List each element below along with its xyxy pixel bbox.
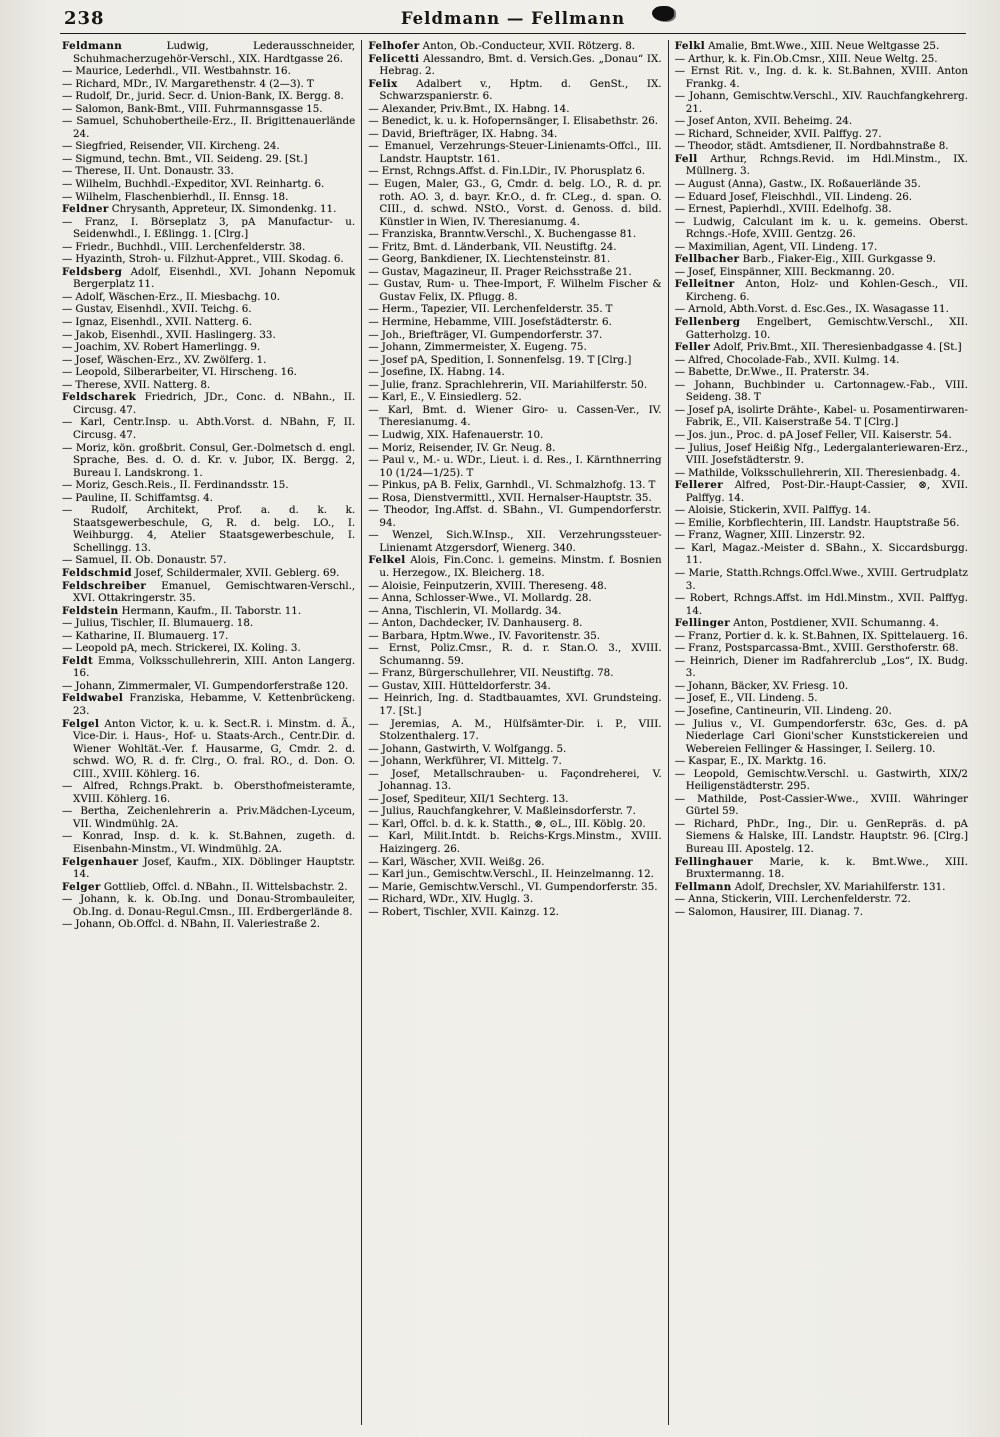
directory-entry: — Karl, Milit.Intdt. b. Reichs-Krgs.Minstm., XVIII. Haizingerg. 26. (368, 830, 662, 855)
directory-entry: — Karl, Bmt. d. Wiener Giro- u. Cassen-Ver., IV. Theresianumg. 4. (368, 403, 662, 429)
directory-entry: — Benedict, k. u. k. Hofopernsänger, I. Elisabethstr. 26. (368, 115, 659, 128)
directory-entry: — Sigmund, techn. Bmt., VII. Seideng. 29. [St.] (62, 152, 308, 165)
directory-entry: — Anna, Tischlerin, VI. Mollardg. 34. (368, 604, 562, 617)
entry-surname: Feldner (62, 203, 109, 216)
directory-entry: — Jos. jun., Proc. d. pA Josef Feller, VII. Kaiserstr. 54. (674, 428, 952, 441)
directory-entry: — Josef Anton, XVII. Beheimg. 24. (674, 115, 853, 128)
entry-surname: Fellerer (674, 479, 724, 492)
column-2 (364, 40, 665, 1425)
directory-entry: — Rosa, Dienstvermittl., XVII. Hernalser-Hauptstr. 35. (368, 491, 652, 504)
page-header-bar (60, 8, 966, 32)
entry-surname: Fellbacher (674, 253, 740, 266)
column-divider-1 (361, 40, 362, 1425)
entry-surname: Felix (368, 77, 398, 90)
directory-entry: — Josefine, Cantineurin, VII. Lindeng. 20. (674, 704, 892, 717)
entry-surname: Fellinger (674, 617, 731, 630)
directory-entry: Feldschreiber Emanuel, Gemischtwaren-Verschl., XVI. Ottakringerstr. 35. (62, 579, 356, 605)
directory-entry: — Emilie, Korbflechterin, III. Landstr. Hauptstraße 56. (674, 516, 960, 529)
directory-entry: — Babette, Dr.Wwe., II. Praterstr. 34. (674, 366, 870, 379)
directory-entry: — Theodor, Ing.Affst. d. SBahn., VI. Gumpendorferstr. 94. (368, 504, 662, 529)
directory-entry: — Franz, Portier d. k. k. St.Bahnen, IX. Spittelauerg. 16. (674, 629, 968, 642)
directory-entry: — Karl, Offcl. b. d. k. k. Statth., ⊗, ⊙L., III. Köblg. 20. (368, 817, 646, 830)
directory-entry: — Josef, Spediteur, XII/1 Sechterg. 13. (368, 792, 569, 805)
directory-entry: — Leopold, Silberarbeiter, VI. Hirscheng. 16. (62, 366, 297, 379)
directory-entry: Fell Arthur, Rchngs.Revid. im Hdl.Minstm., IX. Müllnerg. 3. (674, 152, 968, 178)
directory-entry: — Karl, Centr.Insp. u. Abth.Vorst. d. NBahn, F, II. Circusg. 47. (62, 416, 356, 441)
directory-entry: — Mathilde, Volksschullehrerin, XII. Theresienbadg. 4. (674, 466, 961, 479)
directory-entry: — Josef, E., VII. Lindeng. 5. (674, 692, 818, 705)
directory-entry: — Siegfried, Reisender, VII. Kircheng. 24. (62, 140, 280, 153)
directory-entry: — Johann, Zimmermaler, VI. Gumpendorferstraße 120. (62, 679, 349, 692)
directory-entry: — Johann, k. k. Ob.Ing. und Donau-Strombauleiter, Ob.Ing. d. Donau-Regul.Cmsn., III. Erdbergerlände 8. (62, 893, 356, 918)
directory-entry: Fellmann Adolf, Drechsler, XV. Mariahilferstr. 131. (674, 880, 946, 893)
directory-entry: — Heinrich, Diener im Radfahrerclub „Los“, IX. Budg. 3. (674, 654, 968, 680)
directory-entry: — Moriz, Reisender, IV. Gr. Neug. 8. (368, 441, 556, 454)
directory-entry: — Anton, Dachdecker, IV. Danhauserg. 8. (368, 617, 583, 630)
directory-entry: — Karl, Wäscher, XVII. Weißg. 26. (368, 855, 545, 868)
column-divider-2 (668, 40, 669, 1425)
directory-entry: — Ernst, Rchngs.Affst. d. Fin.LDir., IV. Phorusplatz 6. (368, 165, 646, 178)
directory-entry: Fellbacher Barb., Fiaker-Eig., XIII. Gurkgasse 9. (674, 253, 936, 266)
directory-entry: — Karl, E., V. Einsiedlerg. 52. (368, 391, 522, 404)
directory-entry: Feldt Emma, Volksschullehrerin, XIII. Anton Langerg. 16. (62, 654, 356, 680)
directory-entry: — Jeremias, A. M., Hülfsämter-Dir. i. P., VIII. Stolzenthalerg. 17. (368, 717, 662, 743)
directory-entry: — Joachim, XV. Robert Hamerlingg. 9. (62, 341, 261, 354)
directory-entry: — Paul v., M.- u. WDr., Lieut. i. d. Res., I. Kärnthnerring 10 (1/24—1/25). T (368, 454, 662, 479)
directory-entry: — Richard, WDr., XIV. Huglg. 3. (368, 893, 534, 906)
directory-entry: — Robert, Rchngs.Affst. im Hdl.Minstm., XVII. Palffyg. 14. (674, 592, 968, 617)
directory-entry: — Eduard Josef, Fleischhdl., VII. Lindeng. 26. (674, 190, 913, 203)
directory-entry: — Julius, Rauchfangkehrer, V. Maßleinsdorferstr. 7. (368, 805, 636, 818)
entry-surname: Feldsberg (62, 265, 123, 278)
directory-entry: — Ernst, Poliz.Cmsr., R. d. r. Stan.O. 3., XVIII. Schumanng. 59. (368, 642, 662, 667)
directory-entry: — Therese, XVII. Natterg. 8. (62, 378, 211, 391)
directory-entry: — Arthur, k. k. Fin.Ob.Cmsr., XIII. Neue Weltg. 25. (674, 52, 938, 65)
entry-surname: Feldwabel (62, 692, 124, 705)
directory-entry: — Georg, Bankdiener, IX. Liechtensteinstr. 81. (368, 253, 611, 266)
directory-entry: — Franz, I. Börseplatz 3, pA Manufactur- u. Seidenwhdl., I. Eßlingg. 1. [Clrg.] (62, 215, 356, 241)
directory-entry: — Karl, Magaz.-Meister d. SBahn., X. Siccardsburgg. 11. (674, 541, 968, 567)
directory-entry: — Josef pA, isolirte Drähte-, Kabel- u. Posamentirwaren-Fabrik, E., VII. Kaiserstraße 54. T [Clrg.] (674, 403, 968, 429)
directory-entry: — Franz, Bürgerschullehrer, VII. Neustiftg. 78. (368, 667, 614, 680)
entry-surname: Fellinghauer (674, 855, 753, 868)
directory-entry: — Joh., Briefträger, VI. Gumpendorferstr. 37. (368, 328, 603, 341)
directory-entry: — Salomon, Bank-Bmt., VIII. Fuhrmannsgasse 15. (62, 102, 323, 115)
directory-entry: — Maurice, Lederhdl., VII. Westbahnstr. 16. (62, 65, 291, 78)
directory-entry: — Robert, Tischler, XVII. Kainzg. 12. (368, 905, 559, 918)
directory-entry: — Alexander, Priv.Bmt., IX. Habng. 14. (368, 102, 570, 115)
directory-entry: — Anna, Stickerin, VIII. Lerchenfelderstr. 72. (674, 893, 911, 906)
entry-surname: Fell (674, 152, 698, 165)
directory-entry: — Franz, Wagner, XIII. Linzerstr. 92. (674, 529, 866, 542)
directory-entry: — Josef, Metallschrauben- u. Façondreherei, V. Johannag. 13. (368, 767, 662, 793)
entry-surname: Fellmann (674, 880, 732, 893)
directory-entry: — Konrad, Insp. d. k. k. St.Bahnen, zugeth. d. Eisenbahn-Minstm., VI. Windmühlg. 2A. (62, 830, 356, 855)
entry-surname: Feller (674, 341, 711, 354)
directory-entry: — Gustav, Magazineur, II. Prager Reichsstraße 21. (368, 265, 632, 278)
directory-entry: — Bertha, Zeichenlehrerin a. Priv.Mädchen-Lyceum, VII. Windmühlg. 2A. (62, 805, 356, 830)
directory-entry: — Julie, franz. Sprachlehrerin, VII. Mariahilferstr. 50. (368, 378, 648, 391)
column-3 (671, 40, 972, 1425)
directory-entry: — Gustav, Eisenhdl., XVII. Teichg. 6. (62, 303, 252, 316)
directory-entry: — Wenzel, Sich.W.Insp., XII. Verzehrungssteuer-Linienamt Atzgersdorf, Wienerg. 340. (368, 529, 662, 554)
directory-entry: — Josef, Wäschen-Erz., XV. Zwölferg. 1. (62, 353, 267, 366)
directory-entry: Felhofer Anton, Ob.-Conducteur, XVII. Rötzerg. 8. (368, 40, 636, 52)
directory-entry: — Johann, Buchbinder u. Cartonnagew.-Fab., VIII. Seideng. 38. T (674, 378, 968, 404)
entry-surname: Felicetti (368, 52, 420, 65)
directory-entry: Felleitner Anton, Holz- und Kohlen-Gesch., VII. Kircheng. 6. (674, 278, 968, 303)
directory-entry: Feller Adolf, Priv.Bmt., XII. Theresienbadgasse 4. [St.] (674, 341, 962, 354)
directory-entry: — Ernst Rit. v., Ing. d. k. k. St.Bahnen, XVIII. Anton Frankg. 4. (674, 65, 968, 90)
directory-entry: — Mathilde, Post-Cassier-Wwe., XVIII. Währinger Gürtel 59. (674, 792, 968, 818)
directory-entry: — Josef, Einspänner, XIII. Beckmanng. 20. (674, 265, 895, 278)
directory-entry: — Johann, Bäcker, XV. Friesg. 10. (674, 679, 849, 692)
directory-entry: — Ludwig, Calculant im k. u. k. gemeins. Oberst. Rchngs.-Hofe, XVIII. Gentzg. 26. (674, 215, 968, 241)
directory-entry: Felix Adalbert v., Hptm. d. GenSt., IX. Schwarzspanierstr. 6. (368, 77, 662, 103)
directory-entry: Fellerer Alfred, Post-Dir.-Haupt-Cassier, ⊗, XVII. Palffyg. 14. (674, 479, 968, 504)
directory-entry: — Salomon, Hausirer, III. Dianag. 7. (674, 905, 864, 918)
directory-entry: — Ludwig, XIX. Hafenauerstr. 10. (368, 428, 544, 441)
directory-entry: — Leopold, Gemischtw.Verschl. u. Gastwirth, XIX/2 Heiligenstädterstr. 295. (674, 767, 968, 793)
directory-entry: Fellinghauer Marie, k. k. Bmt.Wwe., XIII. Bruxtermanng. 18. (674, 855, 968, 881)
directory-entry: Fellinger Anton, Postdiener, XVII. Schumanng. 4. (674, 617, 939, 630)
directory-entry: — Josef pA, Spedition, I. Sonnenfelsg. 19. T [Clrg.] (368, 353, 632, 366)
directory-entry: Felkel Alois, Fin.Conc. i. gemeins. Minstm. f. Bosnien u. Herzegow., IX. Bleicherg. 18. (368, 554, 662, 579)
entry-surname: Feldschmid (62, 566, 132, 579)
directory-entry: — Moriz, Gesch.Reis., II. Ferdinandsstr. 15. (62, 479, 289, 492)
directory-entry: — Richard, Schneider, XVII. Palffyg. 27. (674, 127, 882, 140)
directory-entry: Feldwabel Franziska, Hebamme, V. Kettenbrückeng. 23. (62, 692, 356, 717)
directory-entry: — Hermine, Hebamme, VIII. Josefstädterstr. 6. (368, 316, 612, 329)
directory-entry: — Herm., Tapezier, VII. Lerchenfelderstr. 35. T (368, 303, 613, 316)
directory-entry: — Julius, Josef Heißig Nfg., Ledergalanteriewaren-Erz., VIII. Josefstädterstr. 9. (674, 441, 968, 467)
directory-entry: — Adolf, Wäschen-Erz., II. Miesbachg. 10. (62, 290, 281, 303)
directory-entry: — Alfred, Chocolade-Fab., XVII. Kulmg. 14. (674, 353, 900, 366)
directory-entry: Feldner Chrysanth, Appreteur, IX. Simondenkg. 11. (62, 203, 337, 216)
directory-entry: — Johann, Werkführer, VI. Mittelg. 7. (368, 755, 562, 768)
directory-entry: — Hyazinth, Stroh- u. Filzhut-Appret., VIII. Skodag. 6. (62, 253, 344, 266)
directory-entry: — Pinkus, pA B. Felix, Garnhdl., VI. Schmalzhofg. 13. T (368, 479, 656, 492)
entry-surname: Felleitner (674, 278, 735, 291)
entry-surname: Felgel (62, 717, 100, 730)
directory-entry: — Theodor, städt. Amtsdiener, II. Nordbahnstraße 8. (674, 140, 949, 153)
page-number: 238 (64, 8, 105, 29)
directory-entry: — Arnold, Abth.Vorst. d. Esc.Ges., IX. Wasagasse 11. (674, 303, 949, 316)
directory-entry: — Kaspar, E., IX. Marktg. 16. (674, 755, 827, 768)
directory-entry: — Gustav, XIII. Hütteldorferstr. 34. (368, 679, 551, 692)
directory-entry: — Alfred, Rchngs.Prakt. b. Obersthofmeisteramte, XVIII. Köhlerg. 16. (62, 780, 356, 805)
directory-entry: — Marie, Gemischtw.Verschl., VI. Gumpendorferstr. 35. (368, 880, 658, 893)
entry-surname: Feldt (62, 654, 94, 667)
directory-entry: — Friedr., Buchhdl., VIII. Lerchenfelderstr. 38. (62, 240, 306, 253)
column-1 (58, 40, 359, 1425)
directory-entry: — Maximilian, Agent, VII. Lindeng. 17. (674, 240, 878, 253)
entry-surname: Feldschreiber (62, 579, 147, 592)
directory-entry: — Pauline, II. Schiffamtsg. 4. (62, 491, 213, 504)
directory-entry: — Julius, Tischler, II. Blumauerg. 18. (62, 617, 254, 630)
entry-surname: Felger (62, 880, 101, 893)
directory-entry: — Karl jun., Gemischtw.Verschl., II. Heinzelmanng. 12. (368, 868, 654, 881)
directory-entry: — Josefine, IX. Habng. 14. (368, 366, 505, 379)
directory-entry: — Ernest, Papierhdl., XVIII. Edelhofg. 38. (674, 203, 892, 216)
directory-entry: Felgel Anton Victor, k. u. k. Sect.R. i. Minstm. d. Ä., Vice-Dir. i. Haus-, Hof- u. Staats-Arch., Centr.Dir. d. Wiener Wohltät.-Ver. f. Hausarme, G, Cmdr. 2. d. schwd. WO, R. d. fr. Clrg., O. fral. RO., d. Don. O. CIII., XVIII. Köhlerg. 16. (62, 717, 356, 780)
directory-entry: Felger Gottlieb, Offcl. d. NBahn., II. Wittelsbachstr. 2. (62, 880, 348, 893)
directory-entry: Feldmann Ludwig, Lederausschneider, Schuhmacherzugehör-Verschl., XIX. Hardtgasse 26. (62, 40, 356, 65)
entry-surname: Fellenberg (674, 316, 741, 329)
directory-entry: — Jakob, Eisenhdl., XVII. Haslingerg. 33. (62, 328, 276, 341)
entry-surname: Feldscharek (62, 391, 137, 404)
directory-entry: — Franz, Postsparcassa-Bmt., XVIII. Gersthoferstr. 68. (674, 642, 959, 655)
directory-entry: — Richard, MDr., IV. Margarethenstr. 4 (2—3). T (62, 77, 314, 90)
header-rule (60, 33, 966, 34)
directory-entry: — Barbara, Hptm.Wwe., IV. Favoritenstr. 35. (368, 629, 601, 642)
directory-entry: — Fritz, Bmt. d. Länderbank, VII. Neustiftg. 24. (368, 240, 617, 253)
directory-entry: Fellenberg Engelbert, Gemischtw.Verschl., XII. Gatterholzg. 10. (674, 316, 968, 341)
directory-columns (58, 40, 972, 1425)
entry-surname: Felkl (674, 40, 706, 52)
directory-entry: Feldschmid Josef, Schildermaler, XVII. Geblerg. 69. (62, 566, 340, 579)
directory-entry: — Franziska, Branntw.Verschl., X. Buchengasse 81. (368, 228, 637, 241)
directory-entry: — Aloisie, Stickerin, XVII. Palffyg. 14. (674, 504, 871, 517)
directory-entry: — Marie, Statth.Rchngs.Offcl.Wwe., XVIII. Gertrudplatz 3. (674, 566, 968, 592)
entry-surname: Feldstein (62, 604, 119, 617)
directory-entry: — Julius v., VI. Gumpendorferstr. 63c, Ges. d. pA Niederlage Carl Gioni'scher Kunststickereien und Webereien Fellinger & Hassinger, I. Seilerg. 10. (674, 717, 968, 755)
directory-entry: — Wilhelm, Buchhdl.-Expeditor, XVI. Reinhartg. 6. (62, 178, 325, 191)
directory-entry: — Johann, Zimmermeister, X. Eugeng. 75. (368, 341, 587, 354)
entry-surname: Felgenhauer (62, 855, 139, 868)
directory-entry: — Wilhelm, Flaschenbierhdl., II. Ennsg. 18. (62, 190, 289, 203)
directory-entry: — Moriz, kön. großbrit. Consul, Ger.-Dolmetsch d. engl. Sprache, Bes. d. O. d. Kr. v. Jubor, IX. Bergg. 2, Bureau I. Landskrong. 1. (62, 441, 356, 479)
directory-entry: — Rudolf, Dr., jurid. Secr. d. Union-Bank, IX. Bergg. 8. (62, 90, 344, 103)
entry-surname: Felhofer (368, 40, 420, 52)
directory-entry: — Samuel, II. Ob. Donaustr. 57. (62, 554, 227, 567)
directory-entry: — Heinrich, Ing. d. Stadtbauamtes, XVI. Grundsteing. 17. [St.] (368, 692, 662, 717)
directory-entry: — Anna, Schlosser-Wwe., VI. Mollardg. 28. (368, 592, 592, 605)
entry-surname: Felkel (368, 554, 406, 567)
directory-entry: Felicetti Alessandro, Bmt. d. Versich.Ges. „Donau“ IX. Hebrag. 2. (368, 52, 662, 78)
directory-entry: — Richard, PhDr., Ing., Dir. u. GenRepräs. d. pA Siemens & Halske, III. Landstr. Hauptstr. 96. [Clrg.] Bureau III. Apostelg. 12. (674, 817, 968, 855)
ink-blot (652, 6, 674, 21)
directory-entry: — Gustav, Rum- u. Thee-Import, F. Wilhelm Fischer & Gustav Felix, IX. Pflugg. 8. (368, 278, 662, 303)
directory-entry: — Rudolf, Architekt, Prof. a. d. k. k. Staatsgewerbeschule, G, R. d. belg. LO., I. Weihburgg. 4, Atelier Staatsgewerbeschule, I. Schellingg. 13. (62, 504, 356, 554)
page-title: Feldmann — Fellmann (400, 9, 626, 28)
directory-entry: Feldscharek Friedrich, JDr., Conc. d. NBahn., II. Circusg. 47. (62, 391, 356, 416)
directory-entry: — Samuel, Schuhobertheile-Erz., II. Brigittenauerlände 24. (62, 115, 356, 140)
directory-entry: Felgenhauer Josef, Kaufm., XIX. Döblinger Hauptstr. 14. (62, 855, 356, 881)
directory-entry: Feldstein Hermann, Kaufm., II. Taborstr. 11. (62, 604, 302, 617)
directory-entry: — Katharine, II. Blumauerg. 17. (62, 629, 229, 642)
directory-entry: Feldsberg Adolf, Eisenhdl., XVI. Johann Nepomuk Bergerplatz 11. (62, 265, 356, 291)
directory-entry: — Johann, Gemischtw.Verschl., XIV. Rauchfangkehrerg. 21. (674, 90, 968, 115)
directory-entry: — Emanuel, Verzehrungs-Steuer-Linienamts-Offcl., III. Landstr. Hauptstr. 161. (368, 140, 662, 165)
directory-entry: — Leopold pA, mech. Strickerei, IX. Koling. 3. (62, 642, 301, 655)
directory-entry: — Aloisie, Feinputzerin, XVIII. Thereseng. 48. (368, 579, 607, 592)
directory-entry: Felkl Amalie, Bmt.Wwe., XIII. Neue Weltgasse 25. (674, 40, 940, 52)
directory-entry: — David, Briefträger, IX. Habng. 34. (368, 127, 558, 140)
directory-entry: — Ignaz, Eisenhdl., XVII. Natterg. 6. (62, 316, 252, 329)
directory-entry: — Johann, Ob.Offcl. d. NBahn, II. Valeriestraße 2. (62, 918, 320, 931)
directory-entry: — Eugen, Maler, G3., G, Cmdr. d. belg. LO., R. d. pr. roth. AO. 3, d. bayr. Kr.O., d. fr. CLeg., d. span. O. CIII., d. schwd. NStO., Vorst. d. Genoss. d. bild. Künstler in Wien, IV. Theresianumg. 4. (368, 178, 662, 228)
directory-entry: — Johann, Gastwirth, V. Wolfgangg. 5. (368, 742, 567, 755)
directory-entry: — August (Anna), Gastw., IX. Roßauerlände 35. (674, 178, 921, 191)
entry-surname: Feldmann (62, 40, 123, 52)
directory-entry: — Therese, II. Unt. Donaustr. 33. (62, 165, 234, 178)
